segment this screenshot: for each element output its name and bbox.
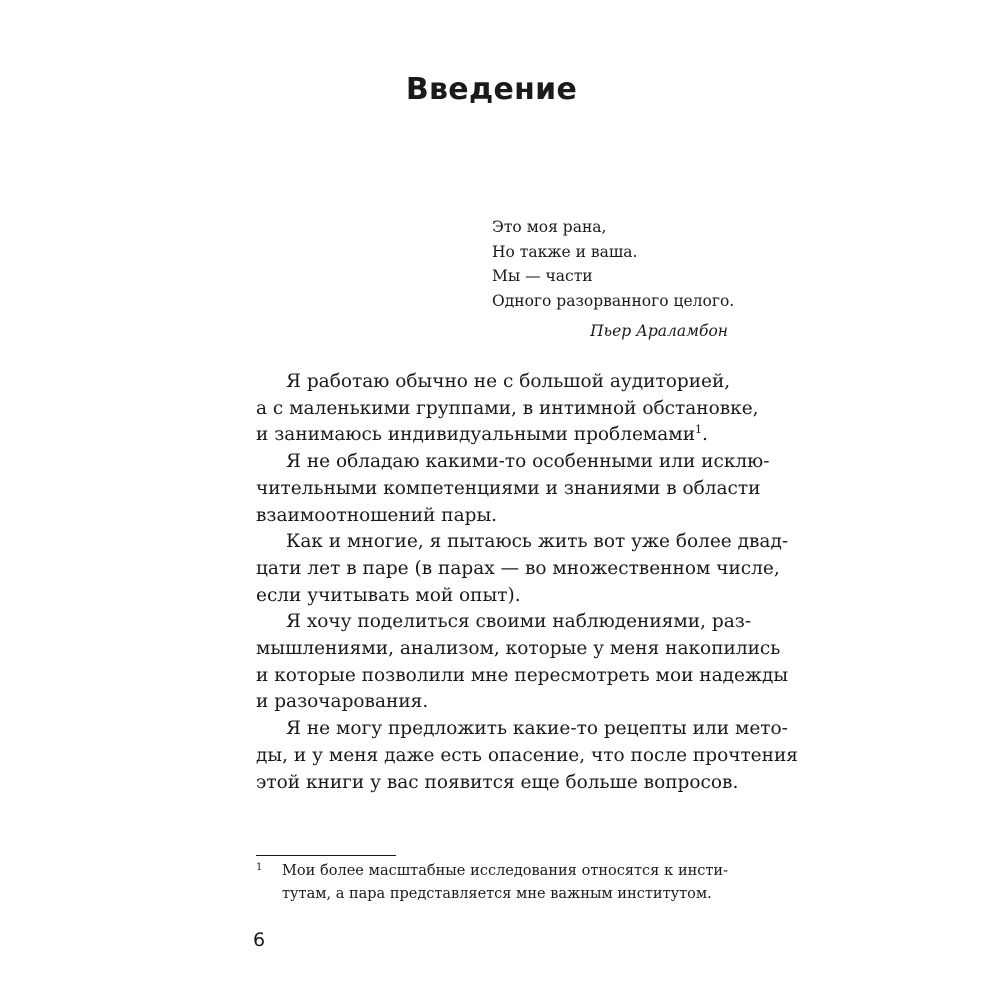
text-line: Я работаю обычно не с большой аудиторией, bbox=[286, 371, 731, 392]
epigraph-line: Это моя рана, bbox=[492, 218, 607, 236]
text-line: Я не обладаю какими-то особенными или исклю- bbox=[286, 451, 770, 473]
footnote-divider bbox=[256, 855, 396, 856]
paragraph bbox=[256, 529, 789, 609]
text-line: чительными компетенциями и знаниями в области bbox=[256, 477, 761, 499]
paragraph bbox=[256, 449, 770, 529]
text-line: и разочарования. bbox=[256, 691, 429, 713]
footnote-mark: 1 bbox=[256, 862, 263, 873]
text-line: Я хочу поделиться своими наблюдениями, раз- bbox=[286, 611, 752, 633]
paragraph bbox=[256, 716, 798, 796]
text-line: Как и многие, я пытаюсь жить вот уже более двад- bbox=[286, 531, 789, 553]
text-line: ды, и у меня даже есть опасение, что после прочтения bbox=[256, 744, 798, 766]
footnote-reference[interactable]: 1 bbox=[695, 423, 703, 437]
text-line: мышлениями, анализом, которые у меня накопились bbox=[256, 638, 781, 660]
text-line: и которые позволили мне пересмотреть мои надежды bbox=[256, 664, 789, 686]
text-line: если учитывать мой опыт). bbox=[256, 584, 521, 606]
footnote-line: Мои более масштабные исследования относятся к инсти- bbox=[282, 863, 728, 879]
text-line: взаимоотношений пары. bbox=[256, 504, 498, 526]
epigraph-line: Одного разорванного целого. bbox=[492, 291, 735, 310]
epigraph-line: Но также и ваша. bbox=[492, 242, 638, 261]
epigraph-line: Мы — части bbox=[492, 267, 593, 285]
epigraph-author: Пьер Араламбон bbox=[590, 322, 728, 340]
footnote bbox=[256, 860, 728, 906]
footnote-line: тутам, а пара представляется мне важным институтом. bbox=[282, 886, 712, 902]
page-number: 6 bbox=[253, 929, 266, 951]
text-line: этой книги у вас появится еще больше вопросов. bbox=[256, 771, 739, 793]
text-line: цати лет в паре (в парах — во множественном числе, bbox=[256, 557, 780, 579]
body-text bbox=[256, 369, 798, 796]
paragraph bbox=[256, 369, 759, 449]
text-line: Я не могу предложить какие-то рецепты или мето- bbox=[286, 718, 788, 740]
text-line: а с маленькими группами, в интимной обстановке, bbox=[256, 397, 759, 419]
paragraph bbox=[256, 609, 789, 716]
text-line bbox=[256, 422, 728, 449]
chapter-title: Введение bbox=[405, 72, 578, 107]
text-fragment: . bbox=[702, 424, 708, 446]
text-fragment: и занимаюсь индивидуальными проблемами bbox=[256, 424, 696, 446]
epigraph bbox=[492, 215, 735, 344]
